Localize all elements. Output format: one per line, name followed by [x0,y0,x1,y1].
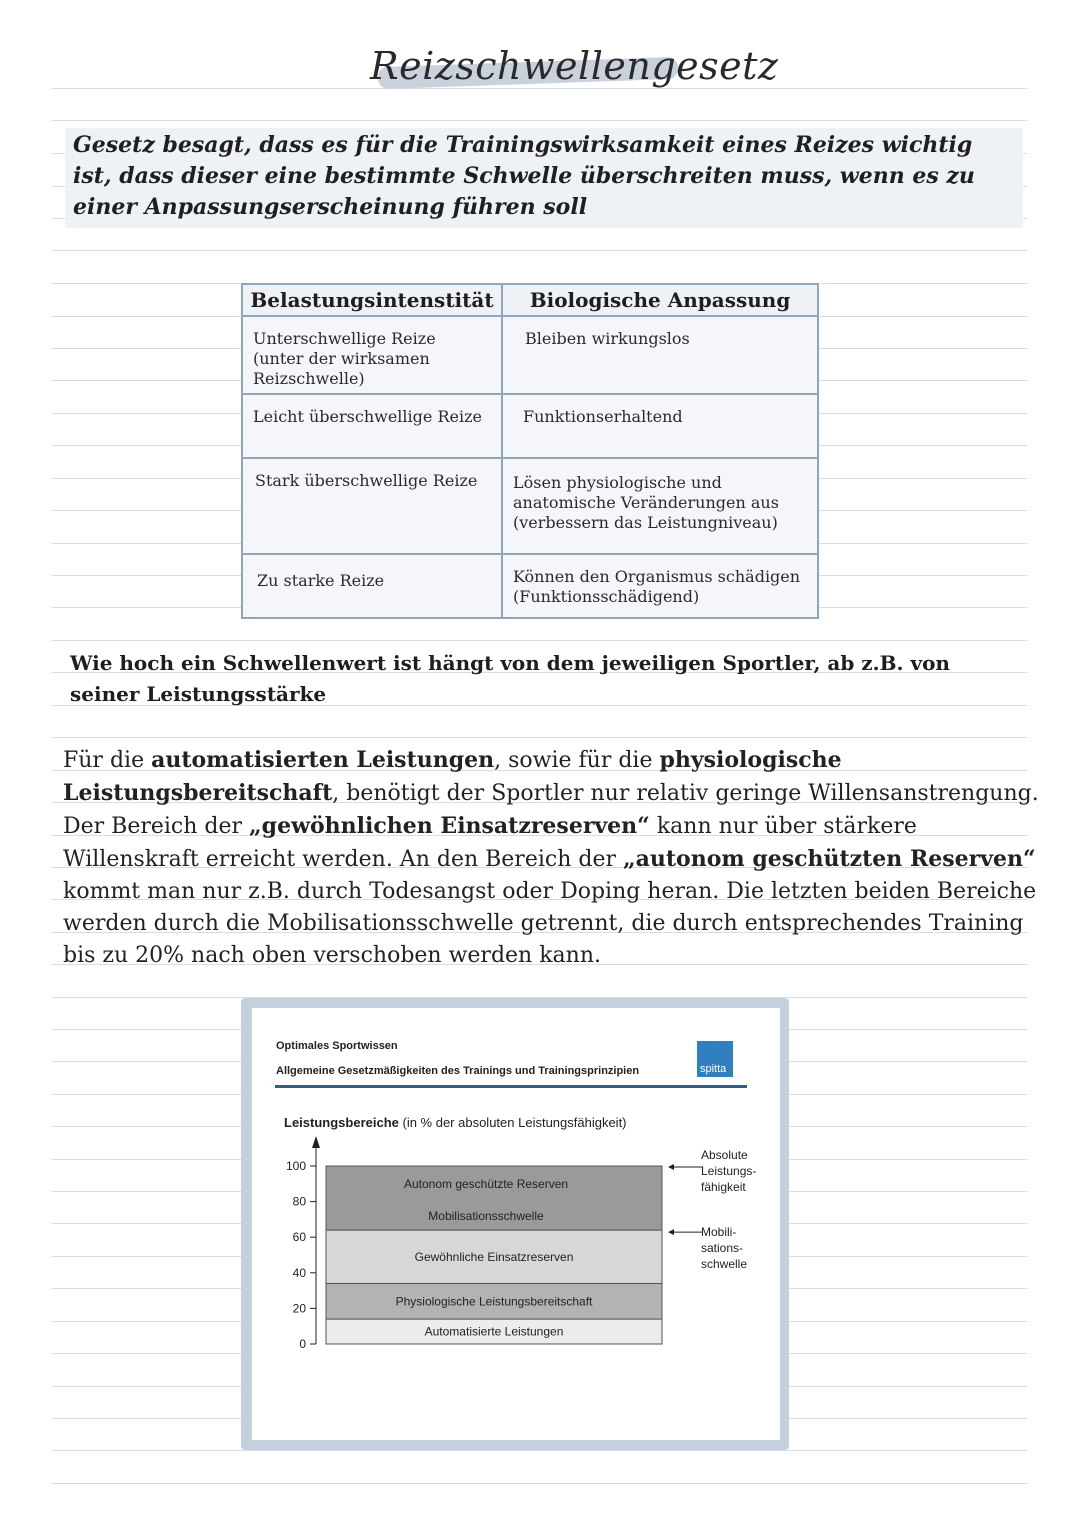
page-title [370,40,779,100]
side-label-mobilisation [701,1224,747,1272]
para-text: , benötigt der Sportler nur relativ geringe Willensanstrengung. Der Bereich der [63,781,1039,839]
para-text: kann nur über stärkere Willenskraft erreicht werden. An den Bereich der [63,814,917,872]
figure-divider [275,1085,747,1088]
chart-title-rest: (in % der absoluten Leistungsfähigkeit) [398,1115,627,1130]
table-row [242,458,818,554]
y-tick-label: 60 [292,1230,306,1245]
side-label-line: schwelle [701,1257,748,1271]
chart-title-bold: Leistungsbereiche [284,1115,399,1130]
side-label-line: Mobili- [701,1225,737,1239]
table-cell: Zu starke Reize [242,554,502,618]
para-text: Für die [63,748,152,773]
table-cell: Unterschwellige Reize (unter der wirksamen Reizschwelle) [242,316,502,394]
table-row [242,316,818,394]
para-bold: physiologische Leistungsbereitschaft [63,747,842,806]
table-header-cell: Biologische Anpassung [502,284,818,316]
y-tick-label: 80 [292,1194,306,1209]
para-bold: „autonom geschützten Reserven“ [622,846,1036,872]
side-label-line: Leistungs- [701,1164,757,1178]
para-text: kommt man nur z.B. durch Todesangst oder Doping heran. Die letzten beiden Bereiche werden durch die Mobilisationsschwelle getrennt, die durch entsprechendes Training bis zu 20% nach oben verschoben werden kann. [63,879,1037,968]
segment-label: Physiologische Leistungsbereitschaft [395,1294,593,1309]
segment-label: Automatisierte Leistungen [424,1324,564,1339]
table-row [242,554,818,618]
side-label-line: fähigkeit [701,1180,746,1194]
definition-text: Gesetz besagt, dass es für die Trainingswirksamkeit eines Reizes wichtig ist, dass dieser eine bestimmte Schwelle überschreiten muss, wenn es zu einer Anpassungserscheinung führen soll [73,132,975,220]
table-cell: Stark überschwellige Reize [242,458,502,554]
spitta-logo [697,1041,733,1077]
table-row [242,394,818,458]
table-cell: Bleiben wirkungslos [502,316,818,394]
table-cell: Können den Organismus schädigen (Funktionsschädigend) [502,554,818,618]
table-cell: Leicht überschwellige Reize [242,394,502,458]
segment-label: Gewöhnliche Einsatzreserven [414,1249,574,1264]
table-header-cell: Belastungsintenstität [242,284,502,316]
segment-label: Mobilisationsschwelle [428,1208,544,1223]
para-bold: „gewöhnlichen Einsatzreserven“ [249,813,650,839]
table-header-row [242,284,818,316]
y-tick-label: 100 [285,1159,306,1173]
stimulus-table [241,283,819,619]
spitta-logo-text: spitta [700,1063,727,1075]
para-bold: automatisierten Leistungen [151,747,495,773]
side-label-line: sations- [701,1241,744,1255]
chart-title [284,1115,627,1130]
threshold-note: Wie hoch ein Schwellenwert ist hängt von dem jeweiligen Sportler, ab z.B. von seiner Leistungsstärke [70,651,950,706]
y-tick-label: 0 [299,1337,306,1351]
table-cell: Lösen physiologische und anatomische Veränderungen aus (verbessern das Leistungniveau) [502,458,818,554]
side-label-absolute [701,1147,756,1195]
table-cell: Funktionserhaltend [502,394,818,458]
figure-subtitle: Allgemeine Gesetzmäßigkeiten des Trainings und Trainingsprinzipien [276,1065,640,1077]
figure-source: Optimales Sportwissen [276,1040,398,1052]
y-tick-label: 40 [292,1265,306,1280]
page-title-text: Reizschwellengesetz [370,44,779,88]
explanation-paragraph [63,744,1053,972]
side-label-line: Absolute [701,1148,748,1162]
absolute-pointer-arrow [668,1164,674,1170]
y-axis-arrow [312,1136,320,1148]
mobilisation-pointer-arrow [668,1229,674,1235]
para-text: , sowie für die [494,748,660,773]
segment-label: Autonom geschützte Reserven [403,1176,569,1191]
y-tick-label: 20 [292,1301,306,1316]
